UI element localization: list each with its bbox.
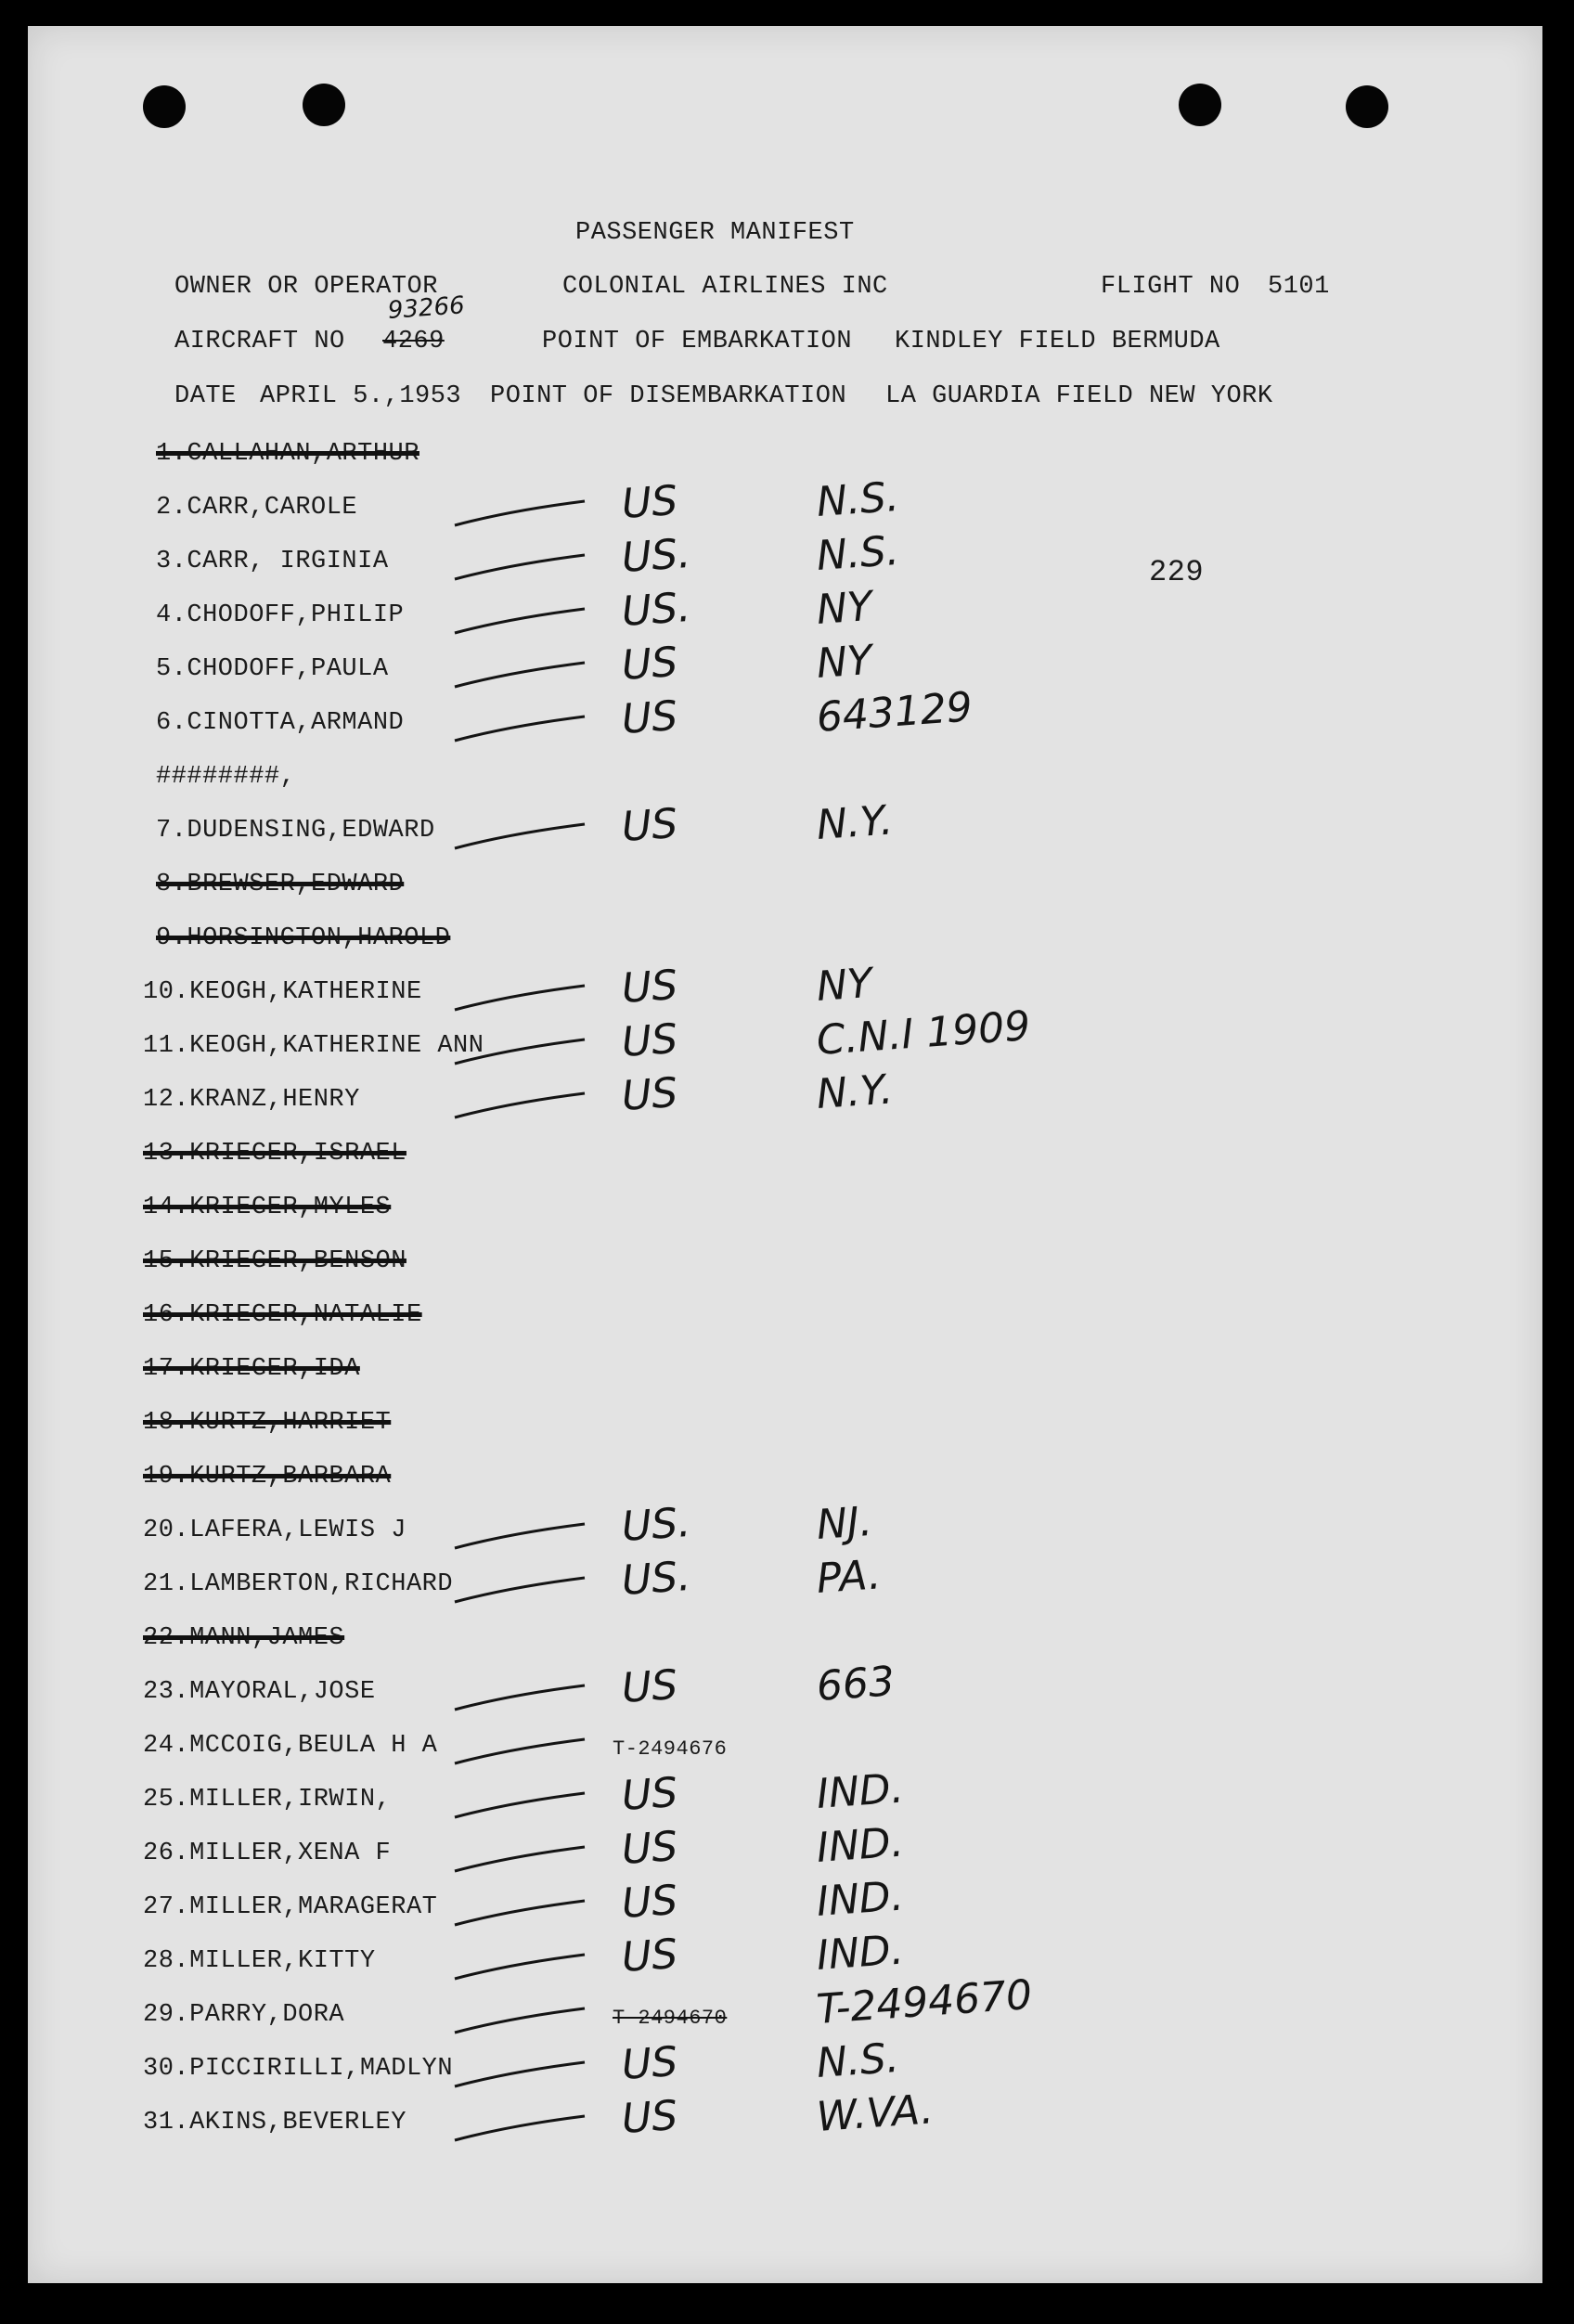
passenger-name: 1.CALLAHAN,ARTHUR	[156, 440, 419, 468]
passenger-name: 15.KRIEGER,BENSON	[143, 1247, 406, 1275]
passenger-residence: IND.	[815, 1764, 906, 1818]
aircraft-label: AIRCRAFT NO	[174, 328, 345, 355]
tick-mark	[455, 1685, 585, 1710]
passenger-name: 12.KRANZ,HENRY	[143, 1086, 360, 1114]
passenger-nationality: T-2494676	[613, 1737, 728, 1761]
passenger-name: 18.KURTZ,HARRIET	[143, 1409, 392, 1437]
passenger-name: 10.KEOGH,KATHERINE	[143, 978, 422, 1006]
flight-value: 5101	[1268, 273, 1330, 301]
passenger-nationality: US	[620, 1768, 679, 1820]
tick-mark	[455, 2116, 585, 2140]
passenger-nationality: US	[620, 1014, 679, 1066]
tick-mark	[455, 1578, 585, 1602]
passenger-name: 24.MCCOIG,BEULA H A	[143, 1732, 438, 1760]
aircraft-value: 4269	[382, 328, 445, 355]
passenger-nationality: US	[620, 799, 679, 851]
passenger-name: 27.MILLER,MARAGERAT	[143, 1893, 438, 1921]
tick-mark	[455, 986, 585, 1010]
tick-mark	[455, 1739, 585, 1763]
passenger-name: 26.MILLER,XENA F	[143, 1840, 392, 1867]
passenger-name: 2.CARR,CAROLE	[156, 494, 358, 522]
tick-mark	[455, 1039, 585, 1064]
passenger-residence: IND.	[815, 1818, 906, 1872]
passenger-name: 7.DUDENSING,EDWARD	[156, 817, 435, 845]
tick-mark	[455, 663, 585, 687]
passenger-nationality: US.	[620, 529, 692, 582]
passenger-name: ########,	[156, 763, 296, 791]
passenger-nationality: US	[620, 1068, 679, 1120]
passenger-residence: N.S.	[815, 526, 901, 580]
passenger-name: 19.KURTZ,BARBARA	[143, 1463, 392, 1491]
flight-label: FLIGHT NO	[1101, 273, 1241, 301]
passenger-nationality: US	[620, 961, 679, 1013]
date-label: DATE	[174, 382, 237, 410]
passenger-name: 4.CHODOFF,PHILIP	[156, 601, 405, 629]
passenger-name: 9.HORSINGTON,HAROLD	[156, 924, 451, 952]
hand-tick-marks	[28, 26, 1542, 2283]
passenger-nationality: US	[620, 691, 679, 743]
passenger-name: 23.MAYORAL,JOSE	[143, 1678, 376, 1706]
page-number: 229	[1149, 555, 1205, 589]
passenger-nationality: US	[620, 638, 679, 690]
passenger-name: 28.MILLER,KITTY	[143, 1947, 376, 1975]
disembarkation-label: POINT OF DISEMBARKATION	[490, 382, 847, 410]
passenger-residence: W.VA.	[815, 2085, 935, 2141]
tick-mark	[455, 2008, 585, 2033]
passenger-residence: IND.	[815, 1872, 906, 1926]
tick-mark	[455, 1955, 585, 1979]
passenger-residence: NJ.	[815, 1497, 874, 1549]
tick-mark	[455, 609, 585, 633]
tick-mark	[455, 1901, 585, 1925]
manifest-sheet	[28, 26, 1542, 2283]
date-value: APRIL 5.,1953	[260, 382, 462, 410]
tick-mark	[455, 1524, 585, 1548]
passenger-nationality: US	[620, 1660, 679, 1712]
passenger-nationality: T-2494670	[613, 2007, 728, 2030]
passenger-name: 31.AKINS,BEVERLEY	[143, 2109, 406, 2137]
tick-mark	[455, 2062, 585, 2086]
passenger-name: 6.CINOTTA,ARMAND	[156, 709, 405, 737]
passenger-nationality: US	[620, 476, 679, 528]
passenger-residence: N.Y.	[815, 1065, 895, 1118]
passenger-name: 25.MILLER,IRWIN,	[143, 1786, 392, 1814]
passenger-residence: N.Y.	[815, 796, 895, 849]
passenger-name: 30.PICCIRILLI,MADLYN	[143, 2055, 454, 2083]
passenger-name: 8.BREWSER,EDWARD	[156, 871, 405, 898]
passenger-residence: NY	[815, 636, 874, 688]
passenger-name: 29.PARRY,DORA	[143, 2001, 345, 2029]
disembarkation-value: LA GUARDIA FIELD NEW YORK	[885, 382, 1273, 410]
passenger-name: 22.MANN,JAMES	[143, 1624, 345, 1652]
passenger-name: 21.LAMBERTON,RICHARD	[143, 1570, 454, 1598]
owner-value: COLONIAL AIRLINES INC	[562, 273, 888, 301]
passenger-residence: 663	[815, 1658, 897, 1711]
passenger-residence: NY	[815, 959, 874, 1011]
tick-mark	[455, 717, 585, 741]
embarkation-value: KINDLEY FIELD BERMUDA	[895, 328, 1220, 355]
passenger-name: 11.KEOGH,KATHERINE ANN	[143, 1032, 484, 1060]
passenger-name: 16.KRIEGER,NATALIE	[143, 1301, 422, 1329]
passenger-nationality: US.	[620, 1498, 692, 1551]
passenger-residence: C.N.I 1909	[815, 1001, 1032, 1065]
passenger-name: 20.LAFERA,LEWIS J	[143, 1517, 406, 1544]
passenger-nationality: US	[620, 2037, 679, 2089]
passenger-name: 17.KRIEGER,IDA	[143, 1355, 360, 1383]
passenger-nationality: US	[620, 1876, 679, 1928]
passenger-name: 5.CHODOFF,PAULA	[156, 655, 389, 683]
passenger-residence: T-2494670	[815, 1970, 1034, 2034]
passenger-residence: 643129	[815, 683, 974, 742]
tick-mark	[455, 1793, 585, 1817]
passenger-nationality: US	[620, 1930, 679, 1982]
passenger-nationality: US	[620, 2091, 679, 2143]
manifest-title: PASSENGER MANIFEST	[575, 219, 855, 247]
passenger-nationality: US.	[620, 1552, 692, 1605]
passenger-name: 13.KRIEGER,ISRAEL	[143, 1140, 406, 1168]
aircraft-hand-correction: 93266	[386, 291, 466, 325]
tick-mark	[455, 1093, 585, 1117]
passenger-name: 14.KRIEGER,MYLES	[143, 1194, 392, 1221]
tick-mark	[455, 1847, 585, 1871]
passenger-nationality: US	[620, 1822, 679, 1874]
passenger-residence: IND.	[815, 1926, 906, 1980]
owner-label: OWNER OR OPERATOR	[174, 273, 438, 301]
passenger-residence: NY	[815, 582, 874, 634]
passenger-residence: N.S.	[815, 2034, 901, 2087]
passenger-name: 3.CARR, IRGINIA	[156, 548, 389, 575]
tick-mark	[455, 555, 585, 579]
tick-mark	[455, 824, 585, 848]
embarkation-label: POINT OF EMBARKATION	[542, 328, 853, 355]
passenger-nationality: US.	[620, 583, 692, 636]
passenger-residence: N.S.	[815, 472, 901, 526]
passenger-residence: PA.	[815, 1551, 883, 1603]
tick-mark	[455, 501, 585, 525]
